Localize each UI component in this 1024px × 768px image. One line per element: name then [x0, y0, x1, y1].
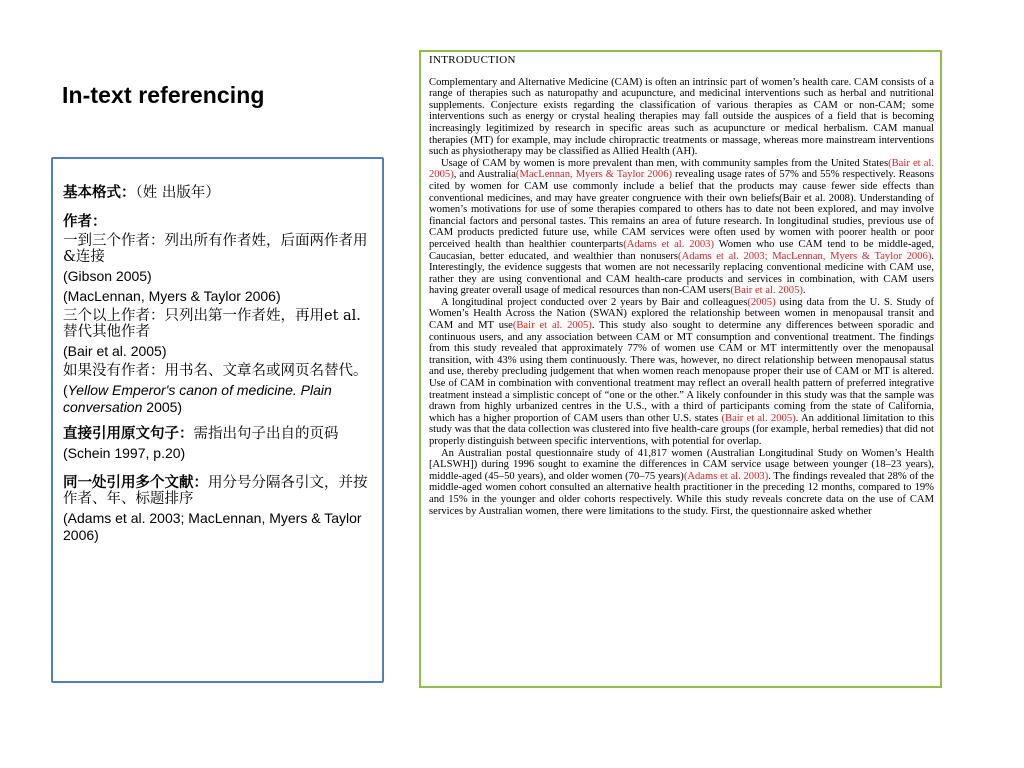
rule-multiple-citations [63, 475, 374, 507]
direct-quote-value: 需指出句子出自的页码 [193, 426, 339, 442]
citation-red: (Adams et al. 2003) [683, 470, 769, 482]
example-no-author [63, 382, 374, 416]
paragraph-4-text-b: . The findings revealed that 28% of the middle-aged women cohort consulted an alternative health practitioner in the preceding 12 months, compared to 19% and 15% in the younger and older cohorts respectively. While this study reveals concrete data on the use of CAM services by Australian women, there were limitations to the study. First, the questionnaire asked whether [429, 470, 935, 517]
paragraph-2-text-b: , and Australia [453, 169, 516, 181]
citation-red: (Bair et al. 2005) [429, 157, 934, 181]
reference-rules-box [51, 157, 384, 683]
paragraph-3-text-d: . An additional limitation to this study was that the data collection was clustered into five health-care groups (for example, herbal remedies) that did not properly distinguish between specific interventions, with potential for overlap. [429, 412, 934, 447]
document-excerpt [419, 50, 942, 688]
basic-format-label: 基本格式： [63, 184, 136, 201]
example-no-author-title: Yellow Emperor's canon of medicine. Plain conversation [63, 382, 332, 415]
rule-direct-quote [63, 426, 374, 442]
example-no-author-close: 2005) [142, 399, 183, 415]
paragraph-2-text-a: Usage of CAM by women is more prevalent than men, with community samples from the United States [441, 157, 889, 169]
paragraph-2-text-f: . [802, 285, 806, 297]
paragraph-1: Complementary and Alternative Medicine (CAM) is often an intrinsic part of women’s health care. CAM consists of a range of therapies such as naturopathy and acupuncture, and medicinal interventions such as herbal and nutritional supplements. Conjecture exists regarding the classification of various therapies as CAM or non-CAM; some interventions such as energy or crystal healing therapies may fall outside the auspices of a field that is becoming increasingly legitimized by research in specific areas such as acupuncture or medical herbalism. CAM manual therapies (MT) for example, may include chiropractic treatments or massage, whereas more mainstream interventions such as physiotherapy may be classified as Allied Health (AH). [429, 76, 934, 158]
basic-format-line [63, 185, 374, 201]
paragraph-2 [429, 158, 934, 297]
citation-red: (2005) [747, 296, 776, 308]
rule-one-to-three-authors: 一到三个作者：列出所有作者姓，后面两作者用&连接 [63, 233, 368, 265]
example-no-author-open: ( [63, 382, 68, 398]
paragraph-4 [429, 448, 934, 518]
document-heading: INTRODUCTION [429, 54, 516, 66]
multiple-citations-label: 同一处引用多个文献： [63, 474, 208, 491]
multiple-citations-value: 用分号分隔各引文，并按作者、年、标题排序 [63, 475, 368, 507]
example-three-authors: (MacLennan, Myers & Taylor 2006) [63, 288, 281, 304]
paragraph-3 [429, 297, 934, 448]
paragraph-2-text-d: Women who use CAM tend to be middle-aged, Caucasian, better educated, and wealthier than nonusers [429, 238, 934, 262]
author-heading: 作者： [63, 213, 107, 230]
example-et-al: (Bair et al. 2005) [63, 343, 167, 359]
citation-red: (Bair et al. 2005) [730, 285, 803, 297]
citation-red: (Bair et al. 2005) [721, 412, 796, 424]
basic-format-value: （姓 出版年） [135, 185, 220, 201]
example-single-author: (Gibson 2005) [63, 268, 152, 284]
paragraph-3-text-b: using data from the U. S. Study of Women’s Health Across the Nation (SWAN) explored the relationship between women in menopausal transit and CAM and MT use [429, 296, 934, 332]
example-direct-quote: (Schein 1997, p.20) [63, 445, 186, 461]
paragraph-2-text-c: revealing usage rates of 57% and 55% respectively. Reasons cited by women for CAM use commonly include a belief that the products may cause fewer side effects than conventional medicines, and may have greater congruence with their own beliefs(Bair et al. 2008). Understanding of women’s motivations for use of some therapies compared to others has to date not been explored, and may involve financial factors and personal tastes. This remains an area of future research. In longitudinal studies, previous use of CAM products predicted future use, while CAM services were often used by women with poorer health or poor perceived health than healthier counterparts [429, 169, 934, 250]
citation-red: (Bair et al. 2005) [512, 320, 592, 332]
paragraph-3-text-c: . This study also sought to determine any differences between sporadic and continuous users, and any association between CAM or MT consumption and conventional treatment. The findings from this study revealed that approximately 77% of women use CAM or MT intermittently over the menopausal transition, with 43% using them continuously. There was, however, no direct relationship between menopausal status and use, thereby precluding judgement that when women reach menopause proper their use of CAM or MT is altered. Use of CAM in combination with conventional treatment may reflect an overall health pattern of preferred integrative treatment instead a simplistic concept of “one or the other.” A likely confounder in this study was that the sample was drawn from highly urbanized centres in the U.S., with a third of participants coming from the state of California, which has a higher proportion of CAM users than other U.S. states [429, 320, 934, 424]
rule-no-author: 如果没有作者：用书名、文章名或网页名替代。 [63, 363, 368, 379]
direct-quote-label: 直接引用原文句子： [63, 425, 194, 442]
citation-red: (Adams et al. 2003; MacLennan, Myers & Taylor 2006) [678, 250, 932, 262]
paragraph-2-text-e: . Interestingly, the evidence suggests that women are not necessarily replacing conventional medicine with CAM use, rather they are using conventional and CAM health-care products and services in combination, with CAM users having greater overall usage of medical resources than non-CAM users [429, 250, 934, 297]
rule-three-plus-authors: 三个以上作者：只列出第一作者姓，再用et al.替代其他作者 [63, 308, 361, 340]
paragraph-3-text-a: A longitudinal project conducted over 2 years by Bair and colleagues [441, 296, 748, 308]
citation-red: (MacLennan, Myers & Taylor 2006) [515, 169, 673, 181]
example-multiple-citations: (Adams et al. 2003; MacLennan, Myers & Taylor 2006) [63, 510, 362, 543]
citation-red: (Adams et al. 2003) [623, 238, 714, 250]
paragraph-4-text-a: An Australian postal questionnaire study of 41,817 women (Australian Longitudinal Study on Women’s Health [ALSWH]) during 1996 sought to examine the differences in CAM service usage between younger (18–23 years), middle-aged (45–50 years), and older women (70–75 years) [429, 447, 934, 482]
slide-title: In-text referencing [62, 82, 265, 108]
